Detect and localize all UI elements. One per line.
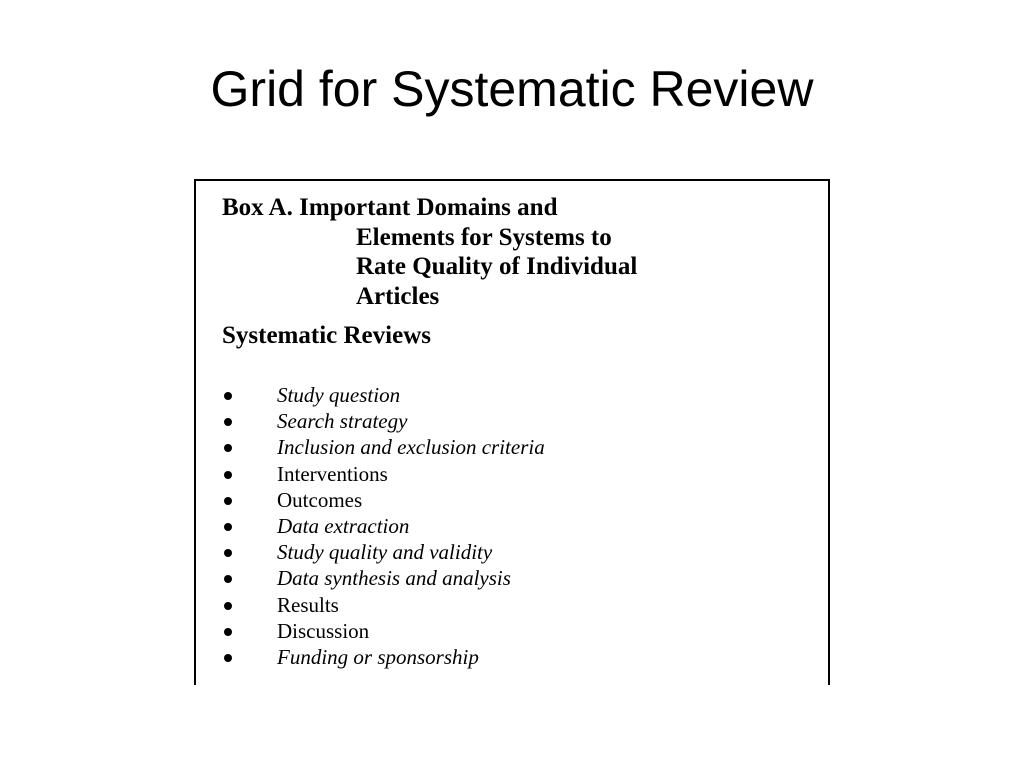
list-item-label: Discussion: [277, 618, 370, 643]
list-item-label: Inclusion and exclusion criteria: [277, 435, 545, 460]
slide-title: Grid for Systematic Review: [210, 61, 814, 117]
bullet-icon: [224, 444, 232, 452]
bullet-icon: [224, 418, 232, 426]
list-item-label: Results: [277, 592, 339, 617]
bullet-icon: [224, 497, 232, 505]
list-item-label: Search strategy: [277, 409, 408, 434]
bullet-icon: [224, 549, 232, 557]
list-item-label: Study quality and validity: [277, 540, 493, 565]
bullet-icon: [224, 523, 232, 531]
box-heading: [222, 193, 637, 311]
box-a-figure: [194, 179, 830, 685]
section-heading: Systematic Reviews: [222, 322, 431, 349]
list-item-label: Interventions: [277, 461, 388, 486]
box-heading-line: Elements for Systems to: [356, 223, 612, 251]
box-heading-line: Box A. Important Domains and: [222, 194, 558, 221]
bullet-icon: [224, 628, 232, 636]
box-heading-line: Articles: [356, 282, 440, 310]
list-item-label: Data extraction: [277, 513, 410, 538]
list-item-label: Data synthesis and analysis: [277, 566, 511, 591]
box-heading-line: Rate Quality of Individual: [356, 253, 638, 280]
bullet-icon: [224, 392, 232, 400]
bullet-icon: [224, 471, 232, 479]
bullet-icon: [224, 602, 232, 610]
list-item-label: Study question: [277, 383, 401, 407]
list-item-label: Outcomes: [277, 487, 363, 512]
bullet-icon: [224, 654, 232, 662]
bullet-icon: [224, 575, 232, 583]
list-item-label: Funding or sponsorship: [277, 644, 479, 669]
